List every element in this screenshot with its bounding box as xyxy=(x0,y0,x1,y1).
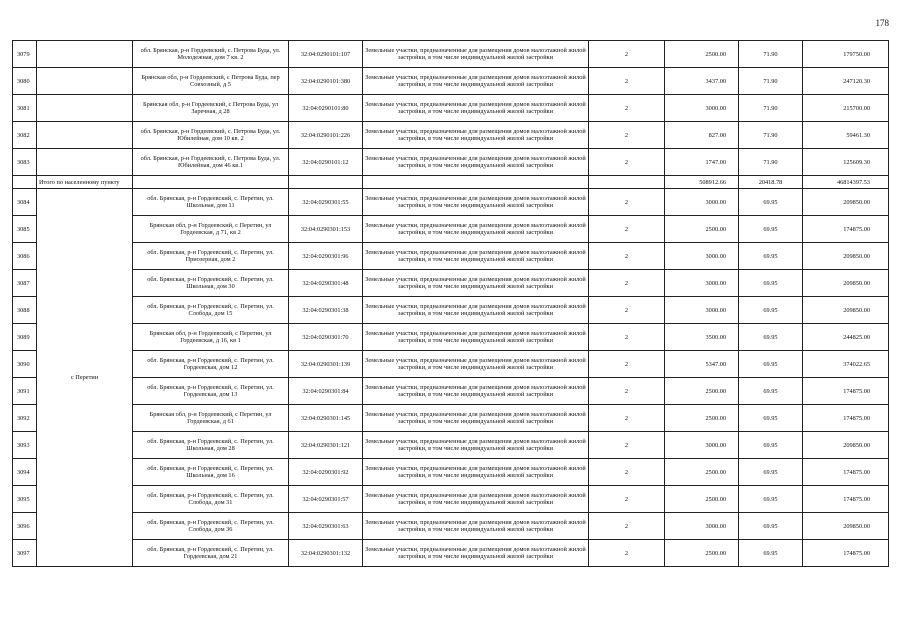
rate-cell: 69.95 xyxy=(739,405,803,432)
rate-cell: 69.95 xyxy=(739,324,803,351)
cadastral-number-cell: 32:04:0290301:84 xyxy=(289,378,363,405)
cadastral-value-cell: 179750.00 xyxy=(803,41,889,68)
rate-cell: 69.95 xyxy=(739,540,803,567)
area-cell: 3500.00 xyxy=(665,324,739,351)
address-cell: обл. Брянская, р-н Гордеевский, с. Перетин, ул. Слобода, дом 31 xyxy=(133,486,289,513)
summary-row xyxy=(13,176,889,189)
land-use-cell: Земельные участки, предназначенные для размещения домов малоэтажной жилой застройки, в том числе индивидуальной жилой застройки xyxy=(363,432,589,459)
land-use-cell: Земельные участки, предназначенные для размещения домов малоэтажной жилой застройки, в том числе индивидуальной жилой застройки xyxy=(363,270,589,297)
row-number: 3097 xyxy=(13,540,37,567)
cadastral-number-cell: 32:04:0290301:55 xyxy=(289,189,363,216)
cadastral-number-cell: 32:04:0290101:107 xyxy=(289,41,363,68)
group-cell: 2 xyxy=(589,513,665,540)
address-cell: обл. Брянская, р-н Гордеевский, с. Петрова Буда, ул. Молодежная, дом 7 кв. 2 xyxy=(133,41,289,68)
area-cell: 2500.00 xyxy=(665,41,739,68)
table-row xyxy=(13,270,889,297)
cadastral-value-cell: 247120.30 xyxy=(803,68,889,95)
cadastral-value-cell: 209850.00 xyxy=(803,243,889,270)
row-number: 3091 xyxy=(13,378,37,405)
rate-cell: 69.95 xyxy=(739,216,803,243)
address-cell: обл. Брянская, р-н Гордеевский, с. Перетин, ул. Гордеевская, дом 12 xyxy=(133,351,289,378)
cadastral-value-cell: 174875.00 xyxy=(803,540,889,567)
locality-cell: с Перетин xyxy=(37,189,133,567)
area-cell: 2500.00 xyxy=(665,378,739,405)
cadastral-number-cell: 32:04:0290301:145 xyxy=(289,405,363,432)
land-use-cell: Земельные участки, предназначенные для размещения домов малоэтажной жилой застройки, в том числе индивидуальной жилой застройки xyxy=(363,351,589,378)
land-use-cell: Земельные участки, предназначенные для размещения домов малоэтажной жилой застройки, в том числе индивидуальной жилой застройки xyxy=(363,243,589,270)
land-use-cell: Земельные участки, предназначенные для размещения домов малоэтажной жилой застройки, в том числе индивидуальной жилой застройки xyxy=(363,297,589,324)
address-cell: обл. Брянская, р-н Гордеевский, с. Перетин, ул. Слобода, дом 36 xyxy=(133,513,289,540)
group-cell: 2 xyxy=(589,95,665,122)
group-cell: 2 xyxy=(589,122,665,149)
rate-cell: 69.95 xyxy=(739,243,803,270)
row-number: 3082 xyxy=(13,122,37,149)
row-number: 3083 xyxy=(13,149,37,176)
locality-cell xyxy=(37,95,133,122)
cadastral-value-cell: 209850.00 xyxy=(803,432,889,459)
land-use-cell: Земельные участки, предназначенные для размещения домов малоэтажной жилой застройки, в том числе индивидуальной жилой застройки xyxy=(363,68,589,95)
row-number: 3084 xyxy=(13,189,37,216)
row-number: 3094 xyxy=(13,459,37,486)
locality-cell xyxy=(37,68,133,95)
summary-label: Итого по населенному пункту xyxy=(37,176,133,189)
row-number: 3080 xyxy=(13,68,37,95)
cadastral-value-cell: 174875.00 xyxy=(803,216,889,243)
land-registry-table xyxy=(12,40,889,567)
rate-cell: 71.90 xyxy=(739,122,803,149)
cadastral-number-cell: 32:04:0290301:139 xyxy=(289,351,363,378)
page-number: 178 xyxy=(875,18,889,28)
row-number: 3081 xyxy=(13,95,37,122)
land-use-cell: Земельные участки, предназначенные для размещения домов малоэтажной жилой застройки, в том числе индивидуальной жилой застройки xyxy=(363,95,589,122)
land-use-cell: Земельные участки, предназначенные для размещения домов малоэтажной жилой застройки, в том числе индивидуальной жилой застройки xyxy=(363,513,589,540)
rate-cell: 71.90 xyxy=(739,41,803,68)
cadastral-value-cell: 209850.00 xyxy=(803,297,889,324)
area-cell: 3000.00 xyxy=(665,95,739,122)
address-cell: обл. Брянская, р-н Гордеевский, с. Петрова Буда, ул. Юбилейная, дом 46 кв.1 xyxy=(133,149,289,176)
row-number: 3090 xyxy=(13,351,37,378)
address-cell: Брянская обл, р-н Гордеевский, с Перетин, ул Гордеевская, д 61 xyxy=(133,405,289,432)
cadastral-number-cell: 32:04:0290101:226 xyxy=(289,122,363,149)
summary-empty-cell xyxy=(363,176,589,189)
area-cell: 1747.00 xyxy=(665,149,739,176)
group-cell: 2 xyxy=(589,270,665,297)
group-cell: 2 xyxy=(589,243,665,270)
cadastral-number-cell: 32:04:0290301:57 xyxy=(289,486,363,513)
cadastral-value-cell: 174875.00 xyxy=(803,378,889,405)
summary-total-area: 508912.66 xyxy=(665,176,739,189)
cadastral-number-cell: 32:04:0290301:70 xyxy=(289,324,363,351)
cadastral-number-cell: 32:04:0290301:96 xyxy=(289,243,363,270)
group-cell: 2 xyxy=(589,486,665,513)
summary-total-rate: 20418.78 xyxy=(739,176,803,189)
rate-cell: 69.95 xyxy=(739,432,803,459)
cadastral-value-cell: 174875.00 xyxy=(803,486,889,513)
cadastral-number-cell: 32:04:0290301:132 xyxy=(289,540,363,567)
summary-total-value: 46814397.53 xyxy=(803,176,889,189)
rate-cell: 71.90 xyxy=(739,149,803,176)
cadastral-value-cell: 215700.00 xyxy=(803,95,889,122)
area-cell: 827.00 xyxy=(665,122,739,149)
table-row xyxy=(13,243,889,270)
land-use-cell: Земельные участки, предназначенные для размещения домов малоэтажной жилой застройки, в том числе индивидуальной жилой застройки xyxy=(363,189,589,216)
group-cell: 2 xyxy=(589,405,665,432)
rate-cell: 69.95 xyxy=(739,459,803,486)
land-use-cell: Земельные участки, предназначенные для размещения домов малоэтажной жилой застройки, в том числе индивидуальной жилой застройки xyxy=(363,540,589,567)
cadastral-number-cell: 32:04:0290301:38 xyxy=(289,297,363,324)
address-cell: обл. Брянская, р-н Гордеевский, с. Перетин, ул. Школьная, дом 16 xyxy=(133,459,289,486)
cadastral-number-cell: 32:04:0290301:121 xyxy=(289,432,363,459)
table-section-peretin xyxy=(13,189,889,567)
cadastral-value-cell: 174875.00 xyxy=(803,405,889,432)
land-use-cell: Земельные участки, предназначенные для размещения домов малоэтажной жилой застройки, в том числе индивидуальной жилой застройки xyxy=(363,405,589,432)
address-cell: Брянская обл, р-н Гордеевский, с Перетин, ул Гордеевская, д 16, кв 1 xyxy=(133,324,289,351)
rate-cell: 69.95 xyxy=(739,270,803,297)
row-number: 3079 xyxy=(13,41,37,68)
group-cell: 2 xyxy=(589,324,665,351)
table-row xyxy=(13,216,889,243)
area-cell: 3437.00 xyxy=(665,68,739,95)
group-cell: 2 xyxy=(589,68,665,95)
table-row xyxy=(13,405,889,432)
area-cell: 3000.00 xyxy=(665,270,739,297)
area-cell: 3000.00 xyxy=(665,432,739,459)
cadastral-value-cell: 174875.00 xyxy=(803,459,889,486)
group-cell: 2 xyxy=(589,149,665,176)
row-number: 3096 xyxy=(13,513,37,540)
rate-cell: 69.95 xyxy=(739,486,803,513)
cadastral-number-cell: 32:04:0290101:12 xyxy=(289,149,363,176)
table-row xyxy=(13,297,889,324)
group-cell: 2 xyxy=(589,378,665,405)
table-row xyxy=(13,189,889,216)
address-cell: обл. Брянская, р-н Гордеевский, с. Перетин, ул. Гордеевская, дом 21 xyxy=(133,540,289,567)
row-number: 3088 xyxy=(13,297,37,324)
locality-cell xyxy=(37,149,133,176)
cadastral-value-cell: 125609.30 xyxy=(803,149,889,176)
area-cell: 2500.00 xyxy=(665,216,739,243)
table-row xyxy=(13,486,889,513)
address-cell: обл. Брянская, р-н Гордеевский, с. Петрова Буда, ул. Юбилейная, дом 10 кв. 2 xyxy=(133,122,289,149)
cadastral-value-cell: 209850.00 xyxy=(803,513,889,540)
cadastral-number-cell: 32:04:0290301:63 xyxy=(289,513,363,540)
land-use-cell: Земельные участки, предназначенные для размещения домов малоэтажной жилой застройки, в том числе индивидуальной жилой застройки xyxy=(363,41,589,68)
area-cell: 5347.00 xyxy=(665,351,739,378)
area-cell: 3000.00 xyxy=(665,513,739,540)
cadastral-number-cell: 32:04:0290101:80 xyxy=(289,95,363,122)
area-cell: 2500.00 xyxy=(665,486,739,513)
cadastral-number-cell: 32:04:0290301:153 xyxy=(289,216,363,243)
cadastral-value-cell: 209850.00 xyxy=(803,189,889,216)
table-row xyxy=(13,540,889,567)
cadastral-value-cell: 244825.00 xyxy=(803,324,889,351)
address-cell: обл. Брянская, р-н Гордеевский, с. Перетин, ул. Приозерная, дом 2 xyxy=(133,243,289,270)
cadastral-number-cell: 32:04:0290301:92 xyxy=(289,459,363,486)
table-row xyxy=(13,41,889,68)
group-cell: 2 xyxy=(589,216,665,243)
summary-empty-cell xyxy=(589,176,665,189)
table-section-petrova-buda xyxy=(13,41,889,176)
row-number: 3092 xyxy=(13,405,37,432)
area-cell: 3000.00 xyxy=(665,189,739,216)
address-cell: обл. Брянская, р-н Гордеевский, с. Перетин, ул. Школьная, дом 11 xyxy=(133,189,289,216)
area-cell: 2500.00 xyxy=(665,540,739,567)
group-cell: 2 xyxy=(589,297,665,324)
summary-empty-cell xyxy=(289,176,363,189)
group-cell: 2 xyxy=(589,459,665,486)
land-use-cell: Земельные участки, предназначенные для размещения домов малоэтажной жилой застройки, в том числе индивидуальной жилой застройки xyxy=(363,216,589,243)
table-row xyxy=(13,513,889,540)
row-number: 3086 xyxy=(13,243,37,270)
rate-cell: 69.95 xyxy=(739,351,803,378)
table-row xyxy=(13,432,889,459)
row-number: 3093 xyxy=(13,432,37,459)
table-row xyxy=(13,68,889,95)
row-number: 3095 xyxy=(13,486,37,513)
table-row xyxy=(13,95,889,122)
rate-cell: 69.95 xyxy=(739,189,803,216)
row-number: 3085 xyxy=(13,216,37,243)
rate-cell: 69.95 xyxy=(739,513,803,540)
group-cell: 2 xyxy=(589,41,665,68)
area-cell: 3000.00 xyxy=(665,297,739,324)
rate-cell: 71.90 xyxy=(739,95,803,122)
summary-empty-cell xyxy=(133,176,289,189)
area-cell: 2500.00 xyxy=(665,405,739,432)
table-row xyxy=(13,149,889,176)
cadastral-value-cell: 59461.30 xyxy=(803,122,889,149)
address-cell: обл. Брянская, р-н Гордеевский, с. Перетин, ул. Гордеевская, дом 13 xyxy=(133,378,289,405)
row-number: 3087 xyxy=(13,270,37,297)
locality-cell xyxy=(37,122,133,149)
rate-cell: 71.90 xyxy=(739,68,803,95)
cadastral-number-cell: 32:04:0290301:48 xyxy=(289,270,363,297)
land-use-cell: Земельные участки, предназначенные для размещения домов малоэтажной жилой застройки, в том числе индивидуальной жилой застройки xyxy=(363,486,589,513)
table-row xyxy=(13,351,889,378)
table-row xyxy=(13,378,889,405)
address-cell: обл. Брянская, р-н Гордеевский, с. Перетин, ул. Школьная, дом 30 xyxy=(133,270,289,297)
row-number: 3089 xyxy=(13,324,37,351)
summary-empty-cell xyxy=(13,176,37,189)
table-section-summary xyxy=(13,176,889,189)
group-cell: 2 xyxy=(589,189,665,216)
cadastral-value-cell: 374022.65 xyxy=(803,351,889,378)
group-cell: 2 xyxy=(589,432,665,459)
address-cell: обл. Брянская, р-н Гордеевский, с. Перетин, ул. Слобода, дом 15 xyxy=(133,297,289,324)
table-row xyxy=(13,324,889,351)
address-cell: Брянская обл, р-н Гордеевский, с Петрова Буда, пер Совхозный, д 5 xyxy=(133,68,289,95)
rate-cell: 69.95 xyxy=(739,378,803,405)
land-use-cell: Земельные участки, предназначенные для размещения домов малоэтажной жилой застройки, в том числе индивидуальной жилой застройки xyxy=(363,149,589,176)
land-use-cell: Земельные участки, предназначенные для размещения домов малоэтажной жилой застройки, в том числе индивидуальной жилой застройки xyxy=(363,324,589,351)
land-use-cell: Земельные участки, предназначенные для размещения домов малоэтажной жилой застройки, в том числе индивидуальной жилой застройки xyxy=(363,459,589,486)
area-cell: 3000.00 xyxy=(665,243,739,270)
land-use-cell: Земельные участки, предназначенные для размещения домов малоэтажной жилой застройки, в том числе индивидуальной жилой застройки xyxy=(363,122,589,149)
table-row xyxy=(13,122,889,149)
locality-cell xyxy=(37,41,133,68)
cadastral-value-cell: 209850.00 xyxy=(803,270,889,297)
area-cell: 2500.00 xyxy=(665,459,739,486)
group-cell: 2 xyxy=(589,351,665,378)
address-cell: обл. Брянская, р-н Гордеевский, с. Перетин, ул. Школьная, дом 28 xyxy=(133,432,289,459)
cadastral-number-cell: 32:04:0290101:380 xyxy=(289,68,363,95)
rate-cell: 69.95 xyxy=(739,297,803,324)
address-cell: Брянская обл, р-н Гордеевский, с Перетин, ул Гордеевская, д 71, кв 2 xyxy=(133,216,289,243)
table-row xyxy=(13,459,889,486)
group-cell: 2 xyxy=(589,540,665,567)
land-use-cell: Земельные участки, предназначенные для размещения домов малоэтажной жилой застройки, в том числе индивидуальной жилой застройки xyxy=(363,378,589,405)
address-cell: Брянская обл, р-н Гордеевский, с Петрова Буда, ул Заречная, д 28 xyxy=(133,95,289,122)
